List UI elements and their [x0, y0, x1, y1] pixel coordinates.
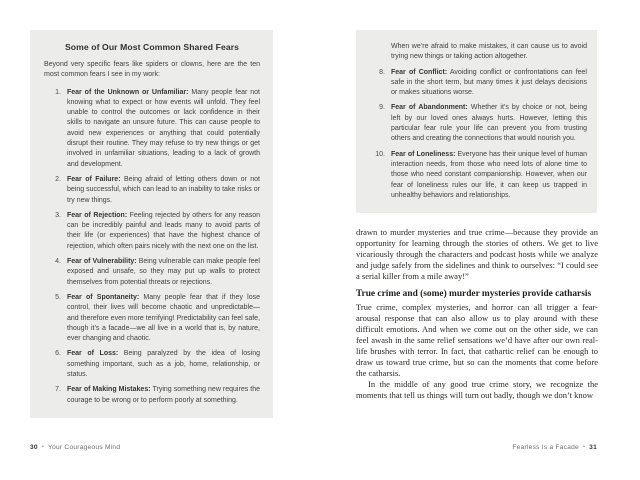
- footer-separator-dot: •: [41, 444, 45, 450]
- body-paragraph-2: True crime, complex mysteries, and horror can all trigger a fear-arousal response that can also allow us to play around with these difficult emotions. And when we come out on the other side, we can feel awash in the same relief sensations we’d have after our own real-life brushes with terror. In fact, that cathartic relief can be enough to draw us toward true crime, but so can the moments that come before the catharsis.: [356, 301, 598, 378]
- fear-description: Being afraid of letting others down or not being successful, which can lead to an inability to take risks or try new things.: [67, 175, 260, 204]
- fear-item-7: [44, 385, 260, 406]
- fear-number: 6.: [55, 350, 61, 358]
- left-running-foot: [30, 444, 120, 451]
- fear-number: 10.: [375, 150, 385, 158]
- fear-description: Trying something new requires the courage to be wrong or to perform poorly at something.: [67, 386, 260, 404]
- fear-body: [67, 385, 260, 406]
- fears-box-intro: Beyond very specific fears like spiders or clowns, here are the ten most common fears I see in my work:: [44, 61, 260, 79]
- fear-title: Fear of Failure:: [67, 175, 121, 183]
- fear-title: Fear of Making Mistakes:: [67, 386, 151, 394]
- fear-number: 4.: [55, 258, 61, 266]
- right-page-body: [356, 227, 598, 401]
- fear-number: 5.: [55, 293, 61, 301]
- fear-description: Avoiding conflict or confrontations can feel safe in the short term, but many times it just delays decisions or makes situations worse.: [391, 68, 587, 97]
- fear-number: 8.: [379, 68, 385, 76]
- fear-title: Fear of Rejection:: [67, 211, 128, 219]
- fear-item-1: [44, 88, 260, 170]
- fear-description: Being paralyzed by the idea of losing something important, such as a job, home, relationship, or status.: [67, 350, 260, 379]
- fear-body: [391, 150, 587, 201]
- shared-fears-box-continued: [356, 30, 597, 213]
- fear-item-2: [44, 175, 260, 206]
- fear-item-4: [44, 257, 260, 288]
- fear-title: Fear of Loneliness:: [391, 150, 456, 158]
- fear-item-6: [44, 349, 260, 380]
- fear-number: 9.: [379, 104, 385, 112]
- fear-item-10: [368, 150, 587, 201]
- fear-body: [67, 175, 260, 206]
- fear-title: Fear of Conflict:: [391, 68, 448, 76]
- fear-body: [67, 88, 260, 170]
- fears-list-8-10: [368, 68, 587, 202]
- fears-list-1-7: [44, 88, 260, 406]
- fear-body: [67, 349, 260, 380]
- fear-description: Many people fear not knowing what to expect or how events will unfold. They feel unable to control the outcomes or lack confidence in their skills to navigate an unsure future. This can cause people to avoid new experiences or anything that could potentially disrupt their routine. They may refuse to try new things or get involved in unfamiliar situations, leading to a lack of growth and development.: [67, 88, 260, 168]
- right-page-number: 31: [589, 444, 597, 451]
- fear-item-7-continuation: When we’re afraid to make mistakes, it can cause us to avoid trying new things or taking action altogether.: [391, 43, 587, 61]
- fear-description: Many people fear that if they lose control, their lives will become chaotic and unpredictable—and therefore even more terrifying! Predictability can feel safe, though it’s a facade—we all live in a world that is, by nature, ever changing and chaotic.: [67, 293, 260, 343]
- fear-body: [391, 68, 587, 99]
- fear-body: [67, 257, 260, 288]
- right-running-foot: [512, 444, 597, 451]
- fear-item-3: [44, 211, 260, 252]
- fear-title: Fear of Loss:: [67, 350, 119, 358]
- left-page-number: 30: [30, 444, 38, 451]
- body-paragraph-3: In the middle of any good true crime story, we recognize the moments that tell us things will turn out badly, though we don’t know: [356, 378, 598, 400]
- fear-title: Fear of the Unknown or Unfamiliar:: [67, 88, 189, 96]
- fear-item-8: [368, 68, 587, 99]
- fear-title: Fear of Abandonment:: [391, 104, 468, 112]
- fears-box-title: Some of Our Most Common Shared Fears: [64, 42, 240, 52]
- fear-description: Everyone has their unique level of human interaction needs, from those who need lots of alone time to those who need constant companionship. However, when our fear of loneliness rules our life, it can keep us trapped in unhealthy behaviors and relationships.: [391, 150, 587, 199]
- fear-body: [391, 103, 587, 144]
- fear-number: 1.: [55, 88, 61, 96]
- fear-number: 3.: [55, 211, 61, 219]
- fear-number: 2.: [55, 175, 61, 183]
- fear-item-9: [368, 103, 587, 144]
- fear-title: Fear of Spontaneity:: [67, 293, 140, 301]
- fear-item-5: [44, 293, 260, 344]
- section-heading-true-crime-catharsis: True crime and (some) murder mysteries provide catharsis: [356, 289, 592, 299]
- fear-title: Fear of Vulnerability:: [67, 258, 137, 266]
- body-paragraph-1: drawn to murder mysteries and true crime—because they provide an opportunity for learning through the stories of others. We get to live vicariously through the characters and podcast hosts while we analyze and judge safely from the sidelines and think to ourselves: “I could see a serial killer from a mile away!”: [356, 227, 598, 281]
- fear-description: Whether it’s by choice or not, being left by our loved ones always hurts. However, letting this particular fear rule your life can prevent you from trusting others and creating the connections that would nourish you.: [391, 104, 587, 143]
- fear-number: 7.: [55, 386, 61, 394]
- left-running-title: Your Courageous Mind: [48, 444, 121, 451]
- footer-separator-dot: •: [582, 444, 586, 450]
- fear-description: Being vulnerable can make people feel exposed and unsafe, so they may put up walls to protect themselves from potential threats or rejections.: [67, 258, 260, 286]
- fear-body: [67, 211, 260, 252]
- right-running-title: Fearless Is a Facade: [512, 444, 579, 451]
- fear-description: Feeling rejected by others for any reason can be incredibly painful and leads many to avoid parts of their life (or experiences) that have the highest chance of rejection, which often pairs nicely with the next one on the list.: [67, 211, 260, 250]
- shared-fears-box: [30, 30, 273, 418]
- fear-body: [67, 293, 260, 344]
